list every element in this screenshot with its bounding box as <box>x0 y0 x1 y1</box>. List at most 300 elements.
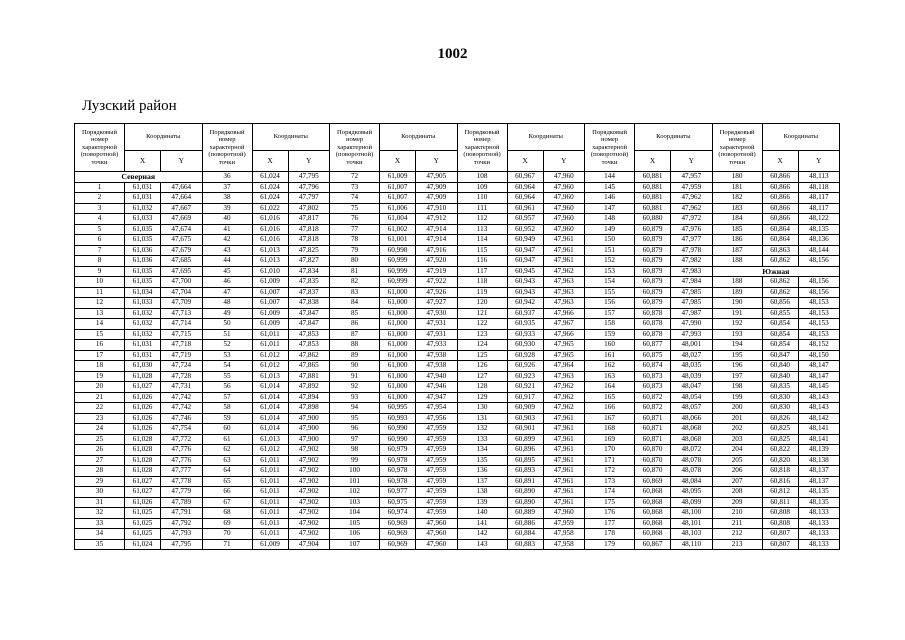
point-number-cell: 121 <box>457 308 507 319</box>
point-number-cell: 192 <box>712 319 762 330</box>
table-row <box>75 413 840 424</box>
point-number-cell: 141 <box>457 518 507 529</box>
point-number-cell: 205 <box>712 455 762 466</box>
y-coordinate-cell: 47,818 <box>288 235 330 246</box>
x-coordinate-cell: 60,873 <box>635 371 671 382</box>
y-coordinate-cell: 48,141 <box>798 424 840 435</box>
x-coordinate-cell: 61,033 <box>125 298 161 309</box>
point-number-cell: 128 <box>457 382 507 393</box>
point-number-cell: 189 <box>712 287 762 298</box>
point-number-cell: 19 <box>75 371 125 382</box>
header-y: Y <box>798 151 840 172</box>
y-coordinate-cell: 48,035 <box>671 361 713 372</box>
header-point-number: Порядковый номер характерной (поворотной) точки <box>330 124 380 172</box>
point-number-cell: 115 <box>457 245 507 256</box>
y-coordinate-cell: 47,902 <box>288 455 330 466</box>
point-number-cell: 95 <box>330 413 380 424</box>
y-coordinate-cell: 47,664 <box>161 182 203 193</box>
point-number-cell: 166 <box>585 403 635 414</box>
x-coordinate-cell: 60,868 <box>635 518 671 529</box>
y-coordinate-cell: 47,902 <box>288 508 330 519</box>
x-coordinate-cell: 60,872 <box>635 392 671 403</box>
point-number-cell: 27 <box>75 455 125 466</box>
x-coordinate-cell: 60,807 <box>762 529 798 540</box>
point-number-cell: 53 <box>202 350 252 361</box>
point-number-cell: 55 <box>202 371 252 382</box>
x-coordinate-cell: 61,028 <box>125 445 161 456</box>
point-number-cell: 185 <box>712 224 762 235</box>
x-coordinate-cell: 60,879 <box>635 298 671 309</box>
y-coordinate-cell: 47,963 <box>543 298 585 309</box>
point-number-cell: 36 <box>202 172 252 183</box>
y-coordinate-cell: 48,039 <box>671 371 713 382</box>
y-coordinate-cell: 48,139 <box>798 445 840 456</box>
point-number-cell: 180 <box>712 172 762 183</box>
section-label-south: Южная <box>712 266 840 277</box>
header-coordinates: Координаты <box>380 124 458 151</box>
point-number-cell: 84 <box>330 298 380 309</box>
x-coordinate-cell: 61,007 <box>252 298 288 309</box>
y-coordinate-cell: 47,961 <box>543 445 585 456</box>
point-number-cell: 75 <box>330 203 380 214</box>
point-number-cell: 96 <box>330 424 380 435</box>
point-number-cell: 169 <box>585 434 635 445</box>
point-number-cell: 118 <box>457 277 507 288</box>
y-coordinate-cell: 47,847 <box>288 319 330 330</box>
point-number-cell: 204 <box>712 445 762 456</box>
x-coordinate-cell: 61,014 <box>252 382 288 393</box>
y-coordinate-cell: 47,713 <box>161 308 203 319</box>
point-number-cell: 200 <box>712 403 762 414</box>
point-number-cell: 47 <box>202 287 252 298</box>
x-coordinate-cell: 61,011 <box>252 476 288 487</box>
y-coordinate-cell: 48,135 <box>798 487 840 498</box>
point-number-cell: 170 <box>585 445 635 456</box>
point-number-cell: 124 <box>457 340 507 351</box>
x-coordinate-cell: 61,000 <box>380 382 416 393</box>
x-coordinate-cell: 61,000 <box>380 319 416 330</box>
x-coordinate-cell: 60,854 <box>762 329 798 340</box>
y-coordinate-cell: 47,700 <box>161 277 203 288</box>
y-coordinate-cell: 47,938 <box>416 350 458 361</box>
y-coordinate-cell: 47,983 <box>671 266 713 277</box>
point-number-cell: 11 <box>75 287 125 298</box>
y-coordinate-cell: 47,930 <box>416 308 458 319</box>
x-coordinate-cell: 60,943 <box>507 287 543 298</box>
y-coordinate-cell: 48,133 <box>798 529 840 540</box>
y-coordinate-cell: 47,963 <box>543 277 585 288</box>
point-number-cell: 87 <box>330 329 380 340</box>
y-coordinate-cell: 48,144 <box>798 245 840 256</box>
point-number-cell: 144 <box>585 172 635 183</box>
point-number-cell: 147 <box>585 203 635 214</box>
x-coordinate-cell: 60,896 <box>507 445 543 456</box>
header-y: Y <box>288 151 330 172</box>
y-coordinate-cell: 47,938 <box>416 361 458 372</box>
y-coordinate-cell: 47,853 <box>288 329 330 340</box>
y-coordinate-cell: 47,946 <box>416 382 458 393</box>
point-number-cell: 193 <box>712 329 762 340</box>
point-number-cell: 157 <box>585 308 635 319</box>
x-coordinate-cell: 60,999 <box>380 277 416 288</box>
point-number-cell: 119 <box>457 287 507 298</box>
y-coordinate-cell: 48,137 <box>798 466 840 477</box>
y-coordinate-cell: 47,963 <box>543 371 585 382</box>
header-coordinates: Координаты <box>507 124 585 151</box>
y-coordinate-cell: 48,066 <box>671 413 713 424</box>
x-coordinate-cell: 60,818 <box>762 466 798 477</box>
y-coordinate-cell: 48,118 <box>798 182 840 193</box>
y-coordinate-cell: 47,962 <box>671 203 713 214</box>
x-coordinate-cell: 61,026 <box>125 403 161 414</box>
x-coordinate-cell: 61,032 <box>125 329 161 340</box>
y-coordinate-cell: 48,103 <box>671 529 713 540</box>
y-coordinate-cell: 48,095 <box>671 487 713 498</box>
x-coordinate-cell: 60,866 <box>762 214 798 225</box>
x-coordinate-cell: 60,998 <box>380 245 416 256</box>
point-number-cell: 164 <box>585 382 635 393</box>
point-number-cell: 14 <box>75 319 125 330</box>
x-coordinate-cell: 61,025 <box>125 529 161 540</box>
point-number-cell: 167 <box>585 413 635 424</box>
x-coordinate-cell: 61,009 <box>252 308 288 319</box>
y-coordinate-cell: 47,905 <box>416 172 458 183</box>
x-coordinate-cell: 60,856 <box>762 298 798 309</box>
x-coordinate-cell: 60,947 <box>507 256 543 267</box>
y-coordinate-cell: 48,156 <box>798 287 840 298</box>
y-coordinate-cell: 47,714 <box>161 319 203 330</box>
y-coordinate-cell: 48,141 <box>798 434 840 445</box>
x-coordinate-cell: 60,840 <box>762 371 798 382</box>
x-coordinate-cell: 61,014 <box>252 413 288 424</box>
point-number-cell: 48 <box>202 298 252 309</box>
x-coordinate-cell: 60,990 <box>380 424 416 435</box>
point-number-cell: 37 <box>202 182 252 193</box>
header-point-number: Порядковый номер характерной (поворотной) точки <box>712 124 762 172</box>
y-coordinate-cell: 47,927 <box>416 298 458 309</box>
x-coordinate-cell: 60,964 <box>507 193 543 204</box>
y-coordinate-cell: 47,960 <box>543 193 585 204</box>
point-number-cell: 8 <box>75 256 125 267</box>
point-number-cell: 130 <box>457 403 507 414</box>
x-coordinate-cell: 60,879 <box>635 266 671 277</box>
point-number-cell: 98 <box>330 445 380 456</box>
table-row <box>75 277 840 288</box>
x-coordinate-cell: 60,878 <box>635 319 671 330</box>
point-number-cell: 52 <box>202 340 252 351</box>
point-number-cell: 31 <box>75 497 125 508</box>
x-coordinate-cell: 61,013 <box>252 371 288 382</box>
table-row <box>75 287 840 298</box>
x-coordinate-cell: 60,974 <box>380 508 416 519</box>
y-coordinate-cell: 47,961 <box>543 476 585 487</box>
point-number-cell: 35 <box>75 539 125 550</box>
y-coordinate-cell: 47,793 <box>161 529 203 540</box>
point-number-cell: 133 <box>457 434 507 445</box>
point-number-cell: 120 <box>457 298 507 309</box>
y-coordinate-cell: 47,977 <box>671 235 713 246</box>
point-number-cell: 162 <box>585 361 635 372</box>
y-coordinate-cell: 47,961 <box>543 424 585 435</box>
x-coordinate-cell: 61,028 <box>125 371 161 382</box>
x-coordinate-cell: 60,816 <box>762 476 798 487</box>
point-number-cell: 173 <box>585 476 635 487</box>
x-coordinate-cell: 61,014 <box>252 403 288 414</box>
y-coordinate-cell: 47,667 <box>161 203 203 214</box>
point-number-cell: 89 <box>330 350 380 361</box>
table-row <box>75 518 840 529</box>
table-row <box>75 529 840 540</box>
point-number-cell: 92 <box>330 382 380 393</box>
point-number-cell: 201 <box>712 413 762 424</box>
x-coordinate-cell: 60,928 <box>507 350 543 361</box>
x-coordinate-cell: 60,854 <box>762 319 798 330</box>
x-coordinate-cell: 61,028 <box>125 455 161 466</box>
x-coordinate-cell: 60,879 <box>635 245 671 256</box>
y-coordinate-cell: 47,959 <box>416 434 458 445</box>
x-coordinate-cell: 60,878 <box>635 308 671 319</box>
table-row <box>75 434 840 445</box>
x-coordinate-cell: 60,895 <box>507 455 543 466</box>
x-coordinate-cell: 61,007 <box>380 182 416 193</box>
coordinates-table <box>74 123 840 550</box>
y-coordinate-cell: 47,931 <box>416 329 458 340</box>
y-coordinate-cell: 47,674 <box>161 224 203 235</box>
y-coordinate-cell: 47,900 <box>288 413 330 424</box>
y-coordinate-cell: 47,962 <box>671 193 713 204</box>
x-coordinate-cell: 60,870 <box>635 455 671 466</box>
y-coordinate-cell: 48,068 <box>671 424 713 435</box>
point-number-cell: 43 <box>202 245 252 256</box>
point-number-cell: 160 <box>585 340 635 351</box>
point-number-cell: 139 <box>457 497 507 508</box>
point-number-cell: 175 <box>585 497 635 508</box>
y-coordinate-cell: 47,964 <box>543 361 585 372</box>
y-coordinate-cell: 48,143 <box>798 403 840 414</box>
x-coordinate-cell: 61,031 <box>125 350 161 361</box>
x-coordinate-cell: 61,006 <box>380 203 416 214</box>
y-coordinate-cell: 47,960 <box>543 182 585 193</box>
y-coordinate-cell: 48,068 <box>671 434 713 445</box>
point-number-cell: 25 <box>75 434 125 445</box>
table-row <box>75 403 840 414</box>
y-coordinate-cell: 48,100 <box>671 508 713 519</box>
x-coordinate-cell: 60,869 <box>635 476 671 487</box>
table-row <box>75 424 840 435</box>
point-number-cell: 196 <box>712 361 762 372</box>
y-coordinate-cell: 47,987 <box>671 308 713 319</box>
table-row <box>75 497 840 508</box>
x-coordinate-cell: 61,026 <box>125 424 161 435</box>
x-coordinate-cell: 60,999 <box>380 266 416 277</box>
x-coordinate-cell: 61,024 <box>125 539 161 550</box>
y-coordinate-cell: 47,962 <box>543 266 585 277</box>
x-coordinate-cell: 61,000 <box>380 392 416 403</box>
x-coordinate-cell: 60,930 <box>507 340 543 351</box>
point-number-cell: 71 <box>202 539 252 550</box>
x-coordinate-cell: 61,027 <box>125 476 161 487</box>
y-coordinate-cell: 48,101 <box>671 518 713 529</box>
x-coordinate-cell: 60,877 <box>635 340 671 351</box>
x-coordinate-cell: 60,977 <box>380 487 416 498</box>
y-coordinate-cell: 47,778 <box>161 476 203 487</box>
point-number-cell: 56 <box>202 382 252 393</box>
x-coordinate-cell: 61,007 <box>380 193 416 204</box>
header-x: X <box>380 151 416 172</box>
point-number-cell: 80 <box>330 256 380 267</box>
point-number-cell: 183 <box>712 203 762 214</box>
point-number-cell: 116 <box>457 256 507 267</box>
y-coordinate-cell: 47,791 <box>161 508 203 519</box>
y-coordinate-cell: 47,731 <box>161 382 203 393</box>
x-coordinate-cell: 60,866 <box>762 203 798 214</box>
point-number-cell: 7 <box>75 245 125 256</box>
y-coordinate-cell: 47,990 <box>671 319 713 330</box>
point-number-cell: 88 <box>330 340 380 351</box>
point-number-cell: 158 <box>585 319 635 330</box>
point-number-cell: 24 <box>75 424 125 435</box>
y-coordinate-cell: 47,958 <box>543 529 585 540</box>
y-coordinate-cell: 47,902 <box>288 529 330 540</box>
x-coordinate-cell: 60,933 <box>507 329 543 340</box>
y-coordinate-cell: 47,959 <box>416 508 458 519</box>
y-coordinate-cell: 47,914 <box>416 235 458 246</box>
x-coordinate-cell: 61,011 <box>252 518 288 529</box>
y-coordinate-cell: 48,147 <box>798 361 840 372</box>
point-number-cell: 146 <box>585 193 635 204</box>
y-coordinate-cell: 47,961 <box>543 434 585 445</box>
point-number-cell: 51 <box>202 329 252 340</box>
x-coordinate-cell: 60,855 <box>762 308 798 319</box>
x-coordinate-cell: 60,874 <box>635 361 671 372</box>
y-coordinate-cell: 47,985 <box>671 298 713 309</box>
point-number-cell: 152 <box>585 256 635 267</box>
point-number-cell: 182 <box>712 193 762 204</box>
y-coordinate-cell: 47,972 <box>671 214 713 225</box>
x-coordinate-cell: 60,812 <box>762 487 798 498</box>
x-coordinate-cell: 60,808 <box>762 518 798 529</box>
y-coordinate-cell: 47,709 <box>161 298 203 309</box>
y-coordinate-cell: 48,133 <box>798 518 840 529</box>
point-number-cell: 63 <box>202 455 252 466</box>
x-coordinate-cell: 60,866 <box>762 193 798 204</box>
y-coordinate-cell: 48,153 <box>798 308 840 319</box>
point-number-cell: 74 <box>330 193 380 204</box>
point-number-cell: 156 <box>585 298 635 309</box>
x-coordinate-cell: 60,862 <box>762 287 798 298</box>
point-number-cell: 2 <box>75 193 125 204</box>
point-number-cell: 136 <box>457 466 507 477</box>
x-coordinate-cell: 60,995 <box>380 403 416 414</box>
point-number-cell: 23 <box>75 413 125 424</box>
point-number-cell: 129 <box>457 392 507 403</box>
x-coordinate-cell: 61,011 <box>252 487 288 498</box>
x-coordinate-cell: 60,978 <box>380 466 416 477</box>
point-number-cell: 70 <box>202 529 252 540</box>
point-number-cell: 213 <box>712 539 762 550</box>
point-number-cell: 15 <box>75 329 125 340</box>
y-coordinate-cell: 47,920 <box>416 256 458 267</box>
x-coordinate-cell: 60,999 <box>380 256 416 267</box>
y-coordinate-cell: 47,742 <box>161 392 203 403</box>
x-coordinate-cell: 60,890 <box>507 487 543 498</box>
y-coordinate-cell: 47,862 <box>288 350 330 361</box>
y-coordinate-cell: 47,719 <box>161 350 203 361</box>
header-coordinates: Координаты <box>125 124 203 151</box>
point-number-cell: 178 <box>585 529 635 540</box>
x-coordinate-cell: 61,027 <box>125 382 161 393</box>
point-number-cell: 145 <box>585 182 635 193</box>
x-coordinate-cell: 61,011 <box>252 497 288 508</box>
x-coordinate-cell: 60,879 <box>635 287 671 298</box>
x-coordinate-cell: 61,032 <box>125 319 161 330</box>
y-coordinate-cell: 48,135 <box>798 224 840 235</box>
x-coordinate-cell: 60,964 <box>507 182 543 193</box>
y-coordinate-cell: 47,959 <box>416 424 458 435</box>
x-coordinate-cell: 60,957 <box>507 214 543 225</box>
y-coordinate-cell: 47,919 <box>416 266 458 277</box>
y-coordinate-cell: 47,956 <box>416 413 458 424</box>
y-coordinate-cell: 48,133 <box>798 539 840 550</box>
y-coordinate-cell: 47,960 <box>543 508 585 519</box>
y-coordinate-cell: 47,959 <box>416 445 458 456</box>
point-number-cell: 187 <box>712 245 762 256</box>
y-coordinate-cell: 47,724 <box>161 361 203 372</box>
y-coordinate-cell: 47,795 <box>161 539 203 550</box>
x-coordinate-cell: 60,830 <box>762 403 798 414</box>
y-coordinate-cell: 47,795 <box>288 172 330 183</box>
table-row <box>75 245 840 256</box>
point-number-cell: 100 <box>330 466 380 477</box>
point-number-cell: 188 <box>712 256 762 267</box>
point-number-cell: 65 <box>202 476 252 487</box>
y-coordinate-cell: 47,834 <box>288 266 330 277</box>
point-number-cell: 30 <box>75 487 125 498</box>
point-number-cell: 143 <box>457 539 507 550</box>
y-coordinate-cell: 48,156 <box>798 277 840 288</box>
y-coordinate-cell: 47,967 <box>543 319 585 330</box>
point-number-cell: 22 <box>75 403 125 414</box>
x-coordinate-cell: 61,009 <box>252 319 288 330</box>
y-coordinate-cell: 47,961 <box>543 413 585 424</box>
point-number-cell: 91 <box>330 371 380 382</box>
x-coordinate-cell: 61,013 <box>252 256 288 267</box>
y-coordinate-cell: 47,933 <box>416 340 458 351</box>
point-number-cell: 186 <box>712 235 762 246</box>
x-coordinate-cell: 61,012 <box>252 445 288 456</box>
x-coordinate-cell: 60,890 <box>507 497 543 508</box>
x-coordinate-cell: 60,873 <box>635 382 671 393</box>
x-coordinate-cell: 60,879 <box>635 277 671 288</box>
x-coordinate-cell: 61,000 <box>380 298 416 309</box>
y-coordinate-cell: 47,912 <box>416 214 458 225</box>
x-coordinate-cell: 60,871 <box>635 424 671 435</box>
x-coordinate-cell: 61,011 <box>252 329 288 340</box>
point-number-cell: 174 <box>585 487 635 498</box>
y-coordinate-cell: 47,909 <box>416 182 458 193</box>
y-coordinate-cell: 47,959 <box>416 476 458 487</box>
table-row <box>75 466 840 477</box>
point-number-cell: 171 <box>585 455 635 466</box>
x-coordinate-cell: 60,975 <box>380 497 416 508</box>
y-coordinate-cell: 48,138 <box>798 455 840 466</box>
point-number-cell: 18 <box>75 361 125 372</box>
x-coordinate-cell: 60,899 <box>507 434 543 445</box>
x-coordinate-cell: 61,011 <box>252 508 288 519</box>
point-number-cell: 49 <box>202 308 252 319</box>
point-number-cell: 202 <box>712 424 762 435</box>
y-coordinate-cell: 47,960 <box>416 529 458 540</box>
